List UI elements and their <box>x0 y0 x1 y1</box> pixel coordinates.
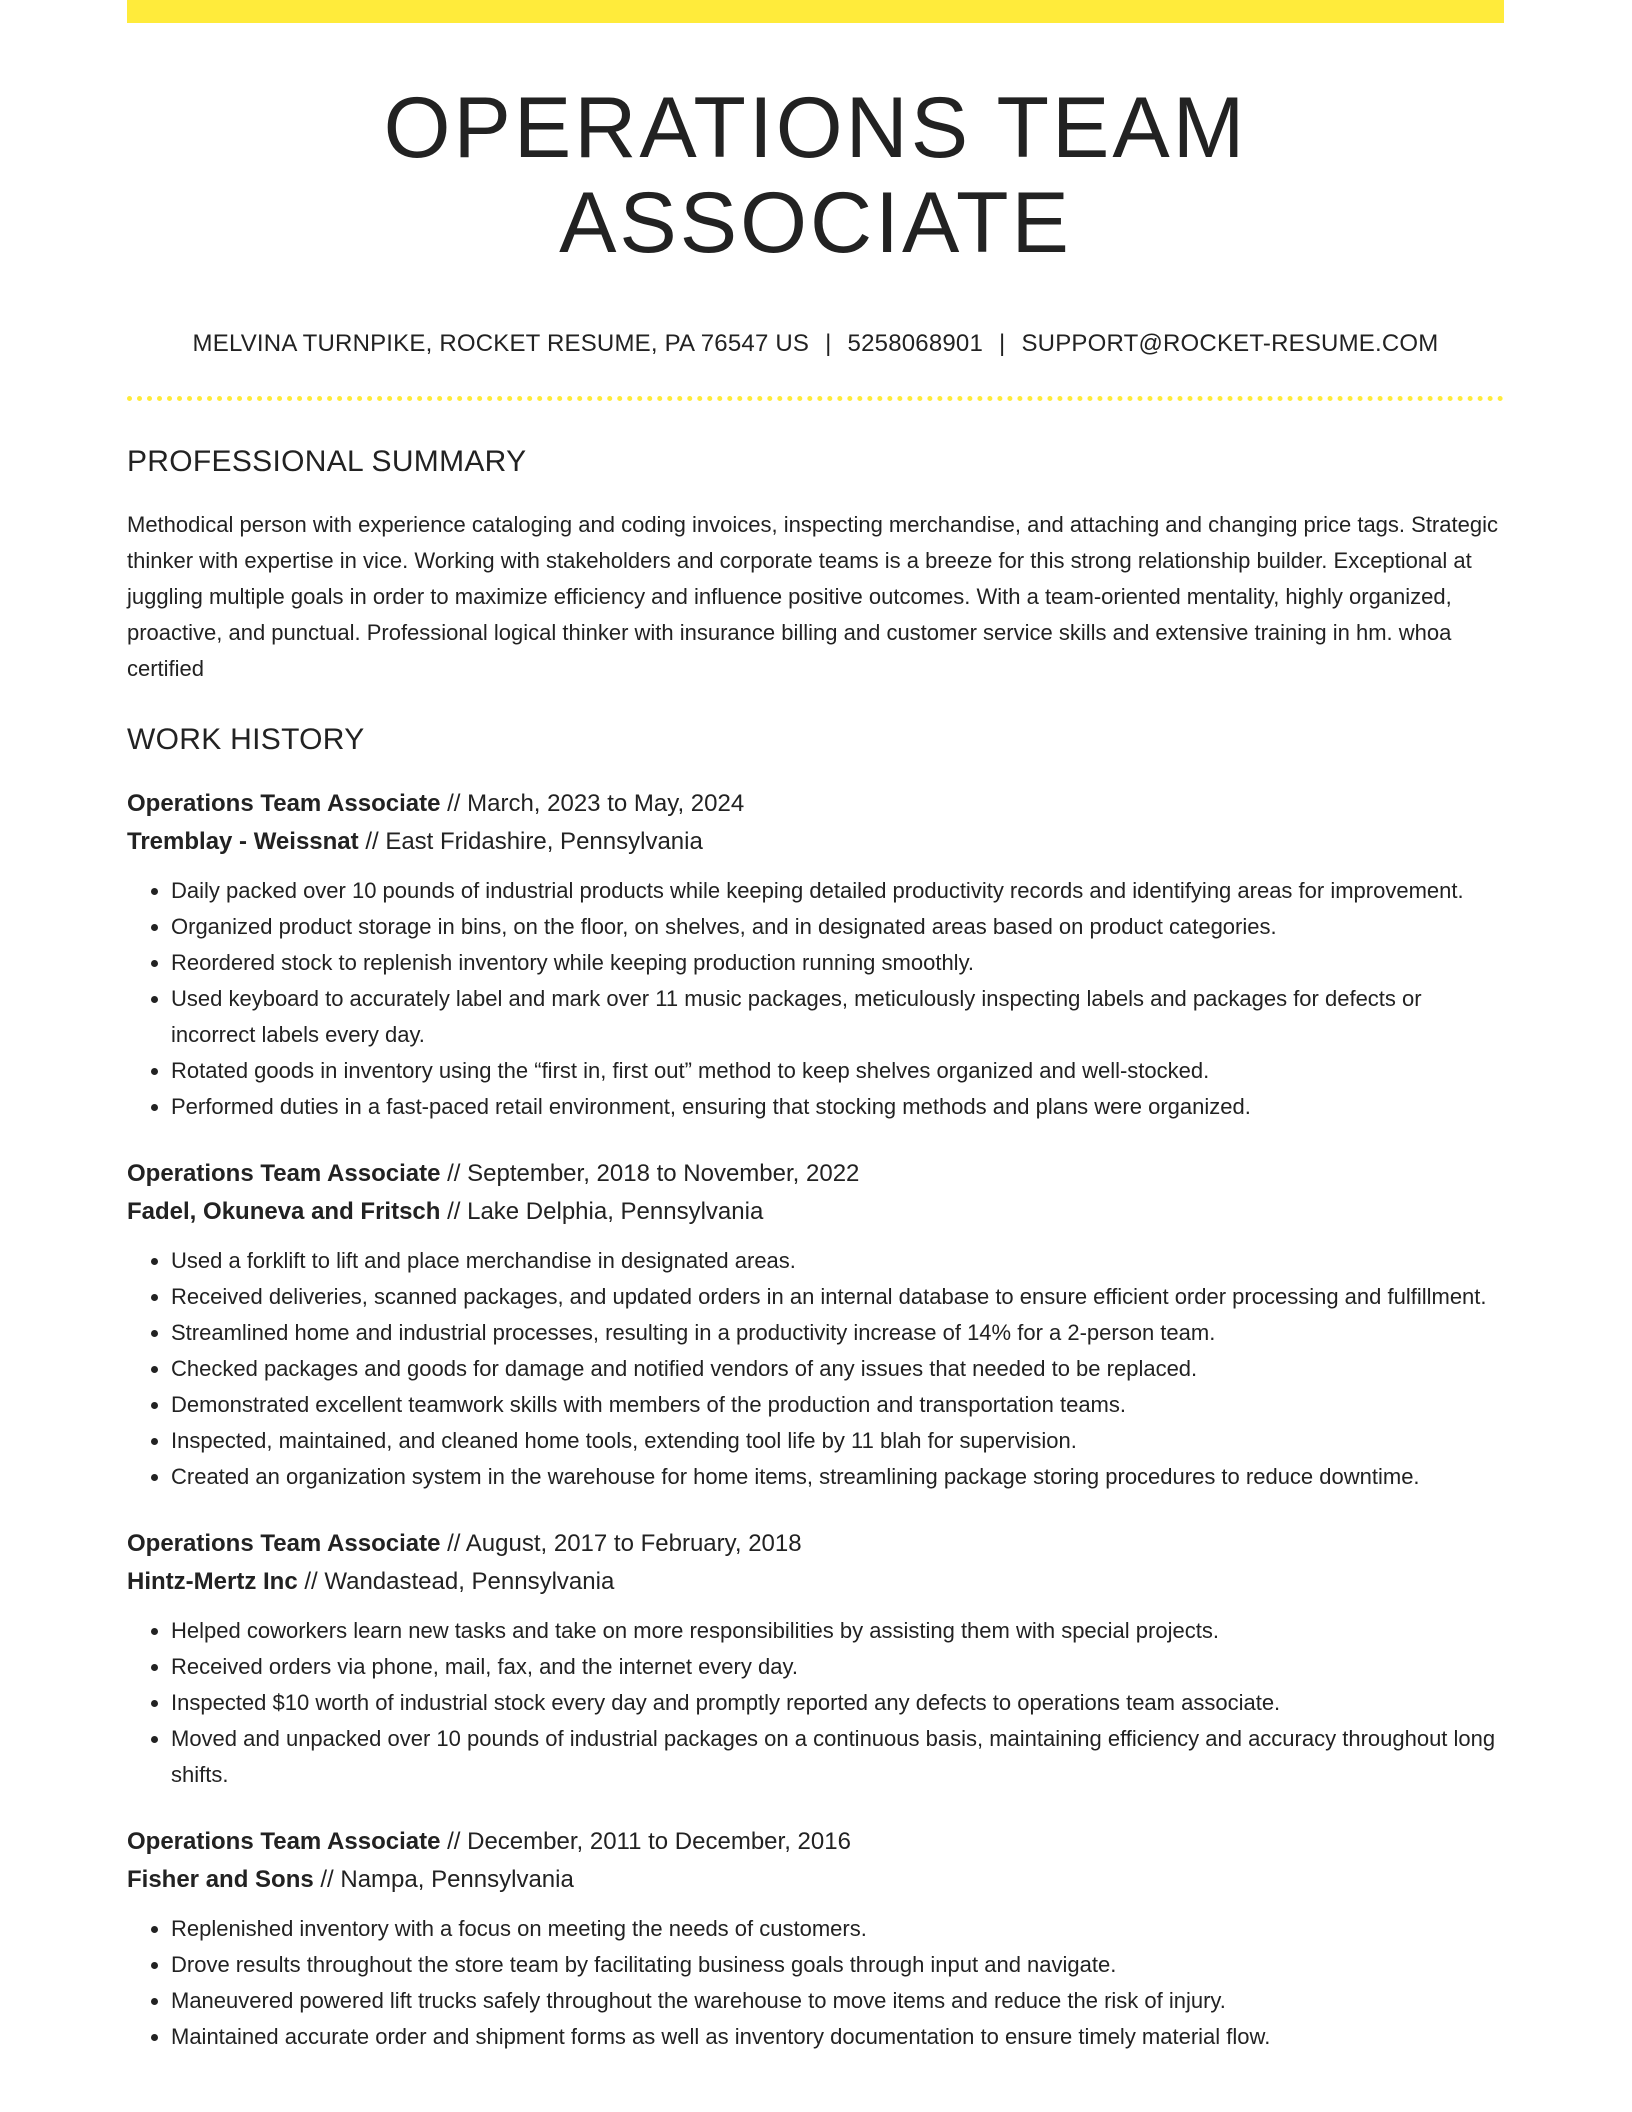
job-bullets <box>127 873 1504 1125</box>
job-bullet: • Demonstrated excellent teamwork skills with members of the production and transportation teams. <box>171 1387 1504 1423</box>
job-bullet: • Used a forklift to lift and place merchandise in designated areas. <box>171 1243 1504 1279</box>
contact-separator: | <box>825 330 832 358</box>
contact-address: MELVINA TURNPIKE, ROCKET RESUME, PA 76547 US <box>192 330 810 358</box>
job-entry <box>127 785 1504 1125</box>
job-company: Tremblay - Weissnat <box>127 828 359 856</box>
job-bullet: • Received orders via phone, mail, fax, and the internet every day. <box>171 1649 1504 1685</box>
job-title: Operations Team Associate <box>127 790 441 818</box>
job-bullet: • Performed duties in a fast-paced retail environment, ensuring that stocking methods and plans were organized. <box>171 1089 1504 1125</box>
job-company-line <box>127 1193 1504 1231</box>
job-location: // East Fridashire, Pennsylvania <box>358 828 703 856</box>
job-bullet: • Used keyboard to accurately label and mark over 11 music packages, meticulously inspecting labels and packages for defects or incorrect labels every day. <box>171 981 1504 1053</box>
job-dates: // September, 2018 to November, 2022 <box>440 1160 860 1188</box>
job-location: // Nampa, Pennsylvania <box>313 1866 574 1894</box>
dotted-divider <box>127 396 1504 401</box>
job-company: Hintz-Mertz Inc <box>127 1568 298 1596</box>
contact-email: SUPPORT@ROCKET-RESUME.COM <box>1021 330 1439 358</box>
accent-top-bar <box>127 0 1504 23</box>
job-title-line <box>127 1823 1504 1861</box>
job-bullet: • Rotated goods in inventory using the “first in, first out” method to keep shelves organized and well-stocked. <box>171 1053 1504 1089</box>
job-title-line <box>127 1525 1504 1563</box>
job-entry <box>127 1155 1504 1495</box>
job-bullets <box>127 1613 1504 1793</box>
job-company: Fadel, Okuneva and Fritsch <box>127 1198 441 1226</box>
job-bullet: • Organized product storage in bins, on the floor, on shelves, and in designated areas based on product categories. <box>171 909 1504 945</box>
contact-line <box>127 330 1504 358</box>
work-history-heading: WORK HISTORY <box>127 723 365 757</box>
job-entry <box>127 1823 1504 2055</box>
job-location: // Wandastead, Pennsylvania <box>297 1568 615 1596</box>
resume-page <box>127 0 1504 2055</box>
job-location: // Lake Delphia, Pennsylvania <box>440 1198 764 1226</box>
page-title: OPERATIONS TEAM ASSOCIATE <box>383 80 1248 271</box>
job-bullet: • Inspected, maintained, and cleaned home tools, extending tool life by 11 blah for supervision. <box>171 1423 1504 1459</box>
job-bullet: • Checked packages and goods for damage and notified vendors of any issues that needed to be replaced. <box>171 1351 1504 1387</box>
job-dates: // March, 2023 to May, 2024 <box>440 790 745 818</box>
job-bullet: • Created an organization system in the warehouse for home items, streamlining package storing procedures to reduce downtime. <box>171 1459 1504 1495</box>
contact-separator: | <box>999 330 1006 358</box>
job-bullet: • Drove results throughout the store team by facilitating business goals through input and navigate. <box>171 1947 1504 1983</box>
job-bullet: • Daily packed over 10 pounds of industrial products while keeping detailed productivity records and identifying areas for improvement. <box>171 873 1504 909</box>
job-dates: // December, 2011 to December, 2016 <box>440 1828 851 1856</box>
job-title: Operations Team Associate <box>127 1530 441 1558</box>
job-company-line <box>127 1563 1504 1601</box>
summary-heading: PROFESSIONAL SUMMARY <box>127 445 527 479</box>
job-bullets <box>127 1243 1504 1495</box>
summary-text: Methodical person with experience cataloging and coding invoices, inspecting merchandise, and attaching and changing price tags. Strategic thinker with expertise in vice. Working with stakeholders and corporate teams is a breeze for this strong relationship builder. Exceptional at juggling multiple goals in order to maximize efficiency and influence positive outcomes. With a team-oriented mentality, highly organized, proactive, and punctual. Professional logical thinker with insurance billing and customer service skills and extensive training in hm. whoa certified <box>127 512 1498 682</box>
job-title-line <box>127 1155 1504 1193</box>
job-title: Operations Team Associate <box>127 1160 441 1188</box>
job-bullet: • Moved and unpacked over 10 pounds of industrial packages on a continuous basis, maintaining efficiency and accuracy throughout long shifts. <box>171 1721 1504 1793</box>
job-company-line <box>127 1861 1504 1899</box>
job-company-line <box>127 823 1504 861</box>
job-bullet: • Streamlined home and industrial processes, resulting in a productivity increase of 14% for a 2-person team. <box>171 1315 1504 1351</box>
job-bullet: • Replenished inventory with a focus on meeting the needs of customers. <box>171 1911 1504 1947</box>
job-bullet: • Received deliveries, scanned packages, and updated orders in an internal database to ensure efficient order processing and fulfillment. <box>171 1279 1504 1315</box>
job-bullet: • Helped coworkers learn new tasks and take on more responsibilities by assisting them with special projects. <box>171 1613 1504 1649</box>
job-entry <box>127 1525 1504 1793</box>
contact-phone: 5258068901 <box>847 330 984 358</box>
job-bullet: • Maintained accurate order and shipment forms as well as inventory documentation to ensure timely material flow. <box>171 2019 1504 2055</box>
job-bullet: • Reordered stock to replenish inventory while keeping production running smoothly. <box>171 945 1504 981</box>
job-title: Operations Team Associate <box>127 1828 441 1856</box>
job-bullets <box>127 1911 1504 2055</box>
job-dates: // August, 2017 to February, 2018 <box>440 1530 802 1558</box>
job-bullet: • Inspected $10 worth of industrial stock every day and promptly reported any defects to operations team associate. <box>171 1685 1504 1721</box>
job-bullet: • Maneuvered powered lift trucks safely throughout the warehouse to move items and reduce the risk of injury. <box>171 1983 1504 2019</box>
job-company: Fisher and Sons <box>127 1866 314 1894</box>
job-title-line <box>127 785 1504 823</box>
